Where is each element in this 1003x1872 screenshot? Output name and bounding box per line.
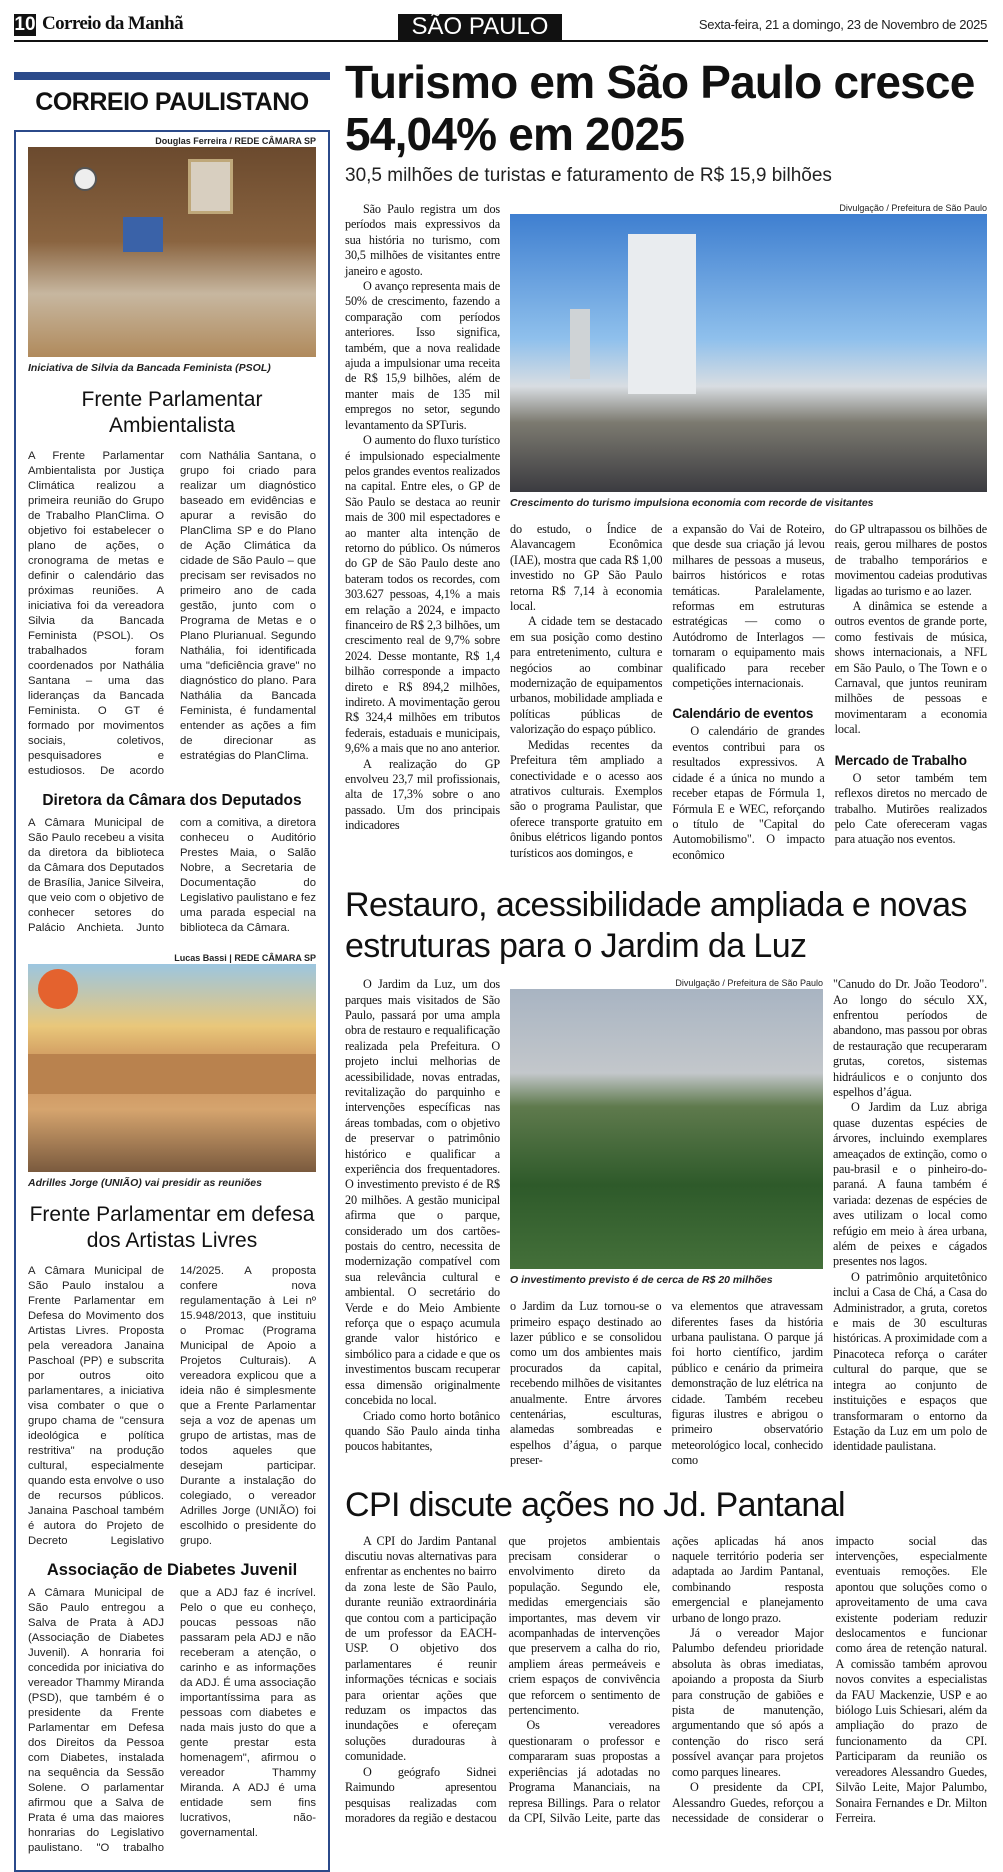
paragraph: do GP ultrapassou os bilhões de reais, gerou milhares de postos de trabalho temporários e movimentou cadeias produtivas ligadas ao turismo e ao lazer. bbox=[834, 522, 987, 598]
subheading: Mercado de Trabalho bbox=[834, 752, 967, 768]
paragraph: O Jardim da Luz, um dos parques mais visitados de São Paulo, passará por uma ampla obra de restauro e requalificação realizada pela Prefeitura. O projeto inclui melhorias de acessibilidade, novas entradas, revitalização do parquinho e intervenções específicas nas áreas tombadas, com o objetivo de preservar o patrimônio histórico e qualificar a experiência dos frequentadores. O investimento previsto é de R$ 20 milhões. A gestão municipal afirma que o parque, considerado um dos cartões-postais do centro, necessita de modernização compatível com sua relevância cultural e ambiental. O secretário do Verde e do Meio Ambiente reforça que o espaço acumula grande valor histórico e simbólico para a cidade e que os investimentos buscam recuperar essa dimensão originalmente concebida no local. bbox=[345, 977, 500, 1408]
story-text: A Frente Parlamentar Ambientalista por Justiça Climática realizou a primeira reunião do Grupo de Trabalho PlanClima. O objetivo foi estabelecer o plano de ações, o cronograma de metas e definir o calendário das próximas reuniões. A iniciativa foi da vereadora Silvia da Bancada Feminista (PSOL). Os trabalhados foram coordenados por Nathália Santana – uma das lideranças da Bancada Feminista. O GT é formado por movimentos sociais, coletivos, pesquisadores e estudiosos. De acordo com Nathália Santana, o grupo foi criado para realizar um diagnóstico baseado em evidências e apurar a revisão do PlanClima SP e do Plano de Ação Climática da cidade de São Paulo – que precisam ser revisados no primeiro ano de cada gestão, junto com o Programa de Metas e o Plano Plurianual. Segundo Nathália, foi identificada uma "deficiência grave" no diagnóstico do plano. Para Nathália da Bancada Feminista, é fundamental entender as ações a fim de direcionar as estratégias do PlanClima. bbox=[28, 450, 316, 777]
paragraph: A cidade tem se destacado em sua posição como destino para entretenimento, cultura e negócios ao combinar modernização de equipamentos urbanos, mobilidade ampliada e políticas públicas de valorização do espaço público. bbox=[510, 614, 663, 737]
paragraph: O aumento do fluxo turístico é impulsionado especialmente pelos grandes eventos realizados na capital. Entre eles, o GP de São Paulo se destaca ao reunir mais de 300 mil espectadores e ao manter alta intenção de retorno do público. Os números do GP de São Paulo deste ano bateram todos os recordes, com 303.627 pessoas, 4,1% a mais em relação a 2024, e impacto financeiro de R$ 2,3 bilhões, um crescimento real de 9,7% sobre 2024. Desse montante, R$ 1,4 bilhão corresponde a impacto direto e R$ 894,2 milhões, indireto. A movimentação gerou R$ 324,4 milhões em tributos federais, estaduais e municipais, 9,6% a mais que no ano anterior. bbox=[345, 433, 500, 756]
article-subcolumns bbox=[510, 522, 987, 863]
article-column bbox=[510, 522, 662, 861]
sidebar-accent-bar bbox=[14, 72, 330, 80]
section-label: SÃO PAULO bbox=[398, 14, 562, 40]
paragraph: São Paulo registra um dos períodos mais expressivos da sua história no turismo, com 30,5 milhões de visitantes entre janeiro e agosto. bbox=[345, 202, 500, 278]
paragraph: O presidente da CPI, Alessandro Guedes, reforçou a necessidade de considerar o impacto social das intervenções, especialmente eventuais remoções. Ele apontou que soluções como o aproveitamento de uma cava existente poderiam reduzir deslocamentos e funcionar como área de retenção natural. A comissão também aprovou novos convites a especialistas da FAU Mackenzie, USP e ao biólogo Luis Schiesari, além da ampliação do prazo de funcionamento da CPI. Participaram da reunião os vereadores Alessandro Guedes, Silvão Leite, Major Palumbo, Sonaira Fernandes e Dr. Milton Ferreira. bbox=[672, 1533, 987, 1825]
paragraph: A CPI do Jardim Pantanal discutiu novas alternativas para enfrentar as enchentes no bairro da zona leste de São Paulo, durante reunião extraordinária que contou com a participação de um professor da EACH-USP. O objetivo dos parlamentares é reunir informações técnicas e sociais para orientar ações que reduzam os impactos das inundações e ofereçam soluções duradouras à comunidade. bbox=[345, 1533, 497, 1764]
paragraph: do estudo, o Índice de Alavancagem Econômica (IAE), mostra que cada R$ 1,00 investido no GP São Paulo retorna R$ 7,14 à economia local. bbox=[510, 522, 663, 614]
photo-caption: O investimento previsto é de cerca de R$ 20 milhões bbox=[510, 1274, 773, 1287]
page-number: 10 bbox=[14, 14, 36, 35]
portrait-frame bbox=[188, 159, 233, 214]
paragraph: O setor também tem reflexos diretos no mercado de trabalho. Mutirões realizados pelo Cate ofereceram vagas para atuação nos eventos. bbox=[834, 770, 987, 847]
paragraph: a expansão do Vai de Roteiro, que desde sua criação já levou milhares de pessoas a museus, bairros históricos e rotas temáticas. Paralelamente, reformas em estruturas estratégicas — como o Autódromo de Interlagos — tornaram o equipamento mais qualificado para receber competições internacionais. bbox=[672, 522, 825, 691]
newspaper-name: Correio da Manhã bbox=[42, 13, 183, 34]
clock-icon bbox=[73, 167, 97, 191]
article-headline: CPI discute ações no Jd. Pantanal bbox=[345, 1485, 845, 1524]
main-content bbox=[345, 56, 987, 1826]
paragraph: Criado como horto botânico quando São Paulo ainda tinha poucos habitantes, bbox=[345, 1408, 500, 1454]
header-rule bbox=[14, 40, 988, 42]
article-columns bbox=[345, 1534, 987, 1827]
photo-caption: Iniciativa de Silvia da Bancada Feminista (PSOL) bbox=[28, 362, 271, 374]
photo-credit: Douglas Ferreira / REDE CÂMARA SP bbox=[155, 136, 316, 146]
story-text: A Câmara Municipal de São Paulo instalou a Frente Parlamentar em Defesa do Movimento dos Artistas Livres. Proposta pela vereadora Janaina Paschoal (PP) e subscrita por outros oito parlamentares, a iniciativa visa combater o que o grupo chama de "censura ideológica e política restritiva" na produção cultural, especialmente quando esta envolve o uso de recursos públicos. Janaina Paschoal também é autora do Projeto de Decreto Legislativo 14/2025. A proposta confere nova regulamentação à Lei nº 15.948/2013, que instituiu o Promac (Programa Municipal de Apoio a Projetos Culturais). A vereadora explicou que a ideia não é simplesmente que a Frente Parlamentar seja a voz de apenas um grupo de artistas, mas de todos aqueles que desejam participar. Durante a instalação do colegiado, o vereador Adrilles Jorge (UNIÃO) foi escolhido o presidente do grupo. bbox=[28, 1265, 316, 1547]
article-headline: Restauro, acessibilidade ampliada e novas estruturas para o Jardim da Luz bbox=[345, 886, 967, 966]
paragraph: O avanço representa mais de 50% de crescimento, fazendo a comparação com períodos anteriores. Isso significa, também, que a nova realidade ajuda a impulsionar uma receita de R$ 15,9 bilhões, além de manter mais de 135 mil empregos no setor, segundo levantamento da SPTuris. bbox=[345, 279, 500, 432]
obelisk bbox=[570, 309, 590, 379]
desk bbox=[28, 1054, 316, 1094]
photo-credit: Divulgação / Prefeitura de São Paulo bbox=[839, 203, 987, 213]
sidebar-box bbox=[14, 130, 330, 1872]
paragraph: O patrimônio arquitetônico inclui a Casa de Chá, a Casa do Administrador, a gruta, coretos e mais de 30 esculturas históricas. A proximidade com a Pinacoteca reforça o caráter cultural do parque, que se integra ao conjunto de instituições e espaços que transformaram o entorno da Estação da Luz em um polo de identidade paulistana. bbox=[833, 1269, 987, 1454]
story-heading: Frente Parlamentar Ambientalista bbox=[81, 388, 263, 437]
article-column bbox=[345, 977, 500, 1455]
article-column bbox=[672, 522, 824, 863]
sidebar bbox=[14, 72, 330, 1872]
article-column bbox=[345, 202, 500, 834]
skyscraper-terrace-photo bbox=[510, 214, 987, 492]
banner bbox=[123, 217, 163, 252]
paragraph: O geógrafo Sidnei Raimundo apresentou pesquisas realizadas com moradores da região e destacou que projetos ambientais precisam considerar o envolvimento direto da população. Segundo ele, medidas emergenciais são importantes, mas devem vir acompanhadas de intervenções que preservem a calha do rio, ampliem áreas permeáveis e criem espaços de convivência que reforcem o sentimento de pertencimento. bbox=[345, 1533, 660, 1825]
plenary-photo bbox=[28, 964, 316, 1172]
paragraph: O Jardim da Luz abriga quase duzentas espécies de árvores, incluindo exemplares ameaçados de extinção, como o pau-brasil e o pinheiro-do-paraná. A fauna também é variada: dezenas de espécies de aves utilizam o local como refúgio em meio à área urbana, além de peixes e cágados presentes nos lagos. bbox=[833, 1100, 987, 1269]
paragraph: Medidas recentes da Prefeitura têm ampliado a conectividade e o acesso aos atrativos culturais. Exemplos são o programa Paulistar, que oferece transporte gratuito em ônibus elétricos ligando pontos turísticos aos domingos, e bbox=[510, 737, 663, 860]
paragraph: va elementos que atravessam diferentes fases da história urbana paulistana. O parque já foi horto científico, jardim público e cenário da primeira demonstração de luz elétrica na cidade. Também recebeu figuras ilustres e abrigou o primeiro observatório meteorológico local, conhecido como bbox=[671, 1299, 823, 1468]
article-column bbox=[672, 1299, 824, 1468]
photo-caption: Crescimento do turismo impulsiona economia com recorde de visitantes bbox=[510, 497, 874, 509]
article-subcolumns bbox=[510, 1299, 823, 1468]
article-column bbox=[510, 1299, 662, 1468]
paragraph: O calendário de grandes eventos contribui para os resultados expressivos. A cidade é a única no mundo a receber etapas de Fórmula 1, Fórmula E e WEC, reforçando o título de "Capital do Automobilismo". O impacto econômico bbox=[672, 724, 825, 862]
paragraph: Os vereadores questionaram o professor e compararam suas propostas a experiências já adotadas no Programa Mananciais, na represa Billings. Para o relator da CPI, Silvão Leite, parte das ações aplicadas há anos naquele território poderia ser adaptada ao Jardim Pantanal, combinando resposta emergencial e planejamento urbano de longo prazo. bbox=[508, 1533, 824, 1825]
main-subheadline: 30,5 milhões de turistas e faturamento de R$ 15,9 bilhões bbox=[345, 165, 832, 186]
story-text: A Câmara Municipal de São Paulo recebeu a visita da diretora da biblioteca da Câmara dos Deputados de Brasília, Janice Silveira, que veio com o objetivo de conhecer setores do Palácio Anchieta. Junto com a comitiva, a diretora conheceu o Auditório Prestes Maia, o Salão Nobre, a Secretaria de Documentação do Legislativo paulistano e fez uma parada especial na biblioteca da Câmara. bbox=[28, 817, 316, 934]
article-middle-block bbox=[510, 977, 823, 1468]
paragraph: o Jardim da Luz tornou-se o primeiro espaço destinado ao lazer público e se consolidou como um dos ambientes mais procurados da capital, recebendo milhões de visitantes anualmente. Entre árvores centenárias, esculturas, alamedas sombreadas e espelhos d’água, o parque preser- bbox=[510, 1299, 662, 1468]
main-headline: Turismo em São Paulo cresce 54,04% em 2025 bbox=[345, 56, 975, 160]
paragraph: "Canudo do Dr. João Teodoro". Ao longo do século XX, enfrentou períodos de abandono, mas passou por obras de restauração que recuperaram grutas, coretos, sistemas hidráulicos e o conjunto dos espelhos d’água. bbox=[833, 977, 987, 1099]
meeting-photo bbox=[28, 147, 316, 357]
paragraph: A dinâmica se estende a outros eventos de grande porte, como festivais de música, shows internacionais, a NFL em São Paulo, o The Town e o Carnaval, que juntos reuniram milhões de pessoas e movimentaram a economia local. bbox=[834, 599, 987, 737]
photo-credit: Lucas Bassi | REDE CÂMARA SP bbox=[174, 953, 316, 963]
story-heading: Diretora da Câmara dos Deputados bbox=[42, 792, 302, 809]
subheading: Calendário de eventos bbox=[672, 706, 814, 722]
banespa-tower bbox=[628, 234, 696, 394]
photo-caption: Adrilles Jorge (UNIÃO) vai presidir as reuniões bbox=[28, 1177, 262, 1189]
article-body bbox=[345, 202, 987, 863]
article-right-block bbox=[510, 202, 987, 863]
story-heading: Frente Parlamentar em defesa dos Artistas Livres bbox=[29, 1203, 315, 1252]
story-heading: Associação de Diabetes Juvenil bbox=[46, 1561, 298, 1579]
article-column bbox=[835, 522, 987, 848]
paragraph: A realização do GP envolveu 23,7 mil profissionais, alta de 17,3% sobre o ano passado. Um dos principais indicadores bbox=[345, 756, 500, 833]
photo-credit: Divulgação / Prefeitura de São Paulo bbox=[675, 978, 823, 989]
issue-date: Sexta-feira, 21 a domingo, 23 de Novembro de 2025 bbox=[698, 17, 987, 32]
story-text: A Câmara Municipal de São Paulo entregou a Salva de Prata à ADJ (Associação de Diabetes Juvenil). A honraria foi concedida por iniciativa do vereador Thammy Miranda (PSD), que também é o presidente da Frente Parlamentar em Defesa dos Direitos da Pessoa com Diabetes, instalada na sequência da Sessão Solene. O parlamentar afirmou que a Salva de Prata é uma das maiores honrarias do Legislativo paulistano. "O trabalho que a ADJ faz é incrível. Pelo o que eu conheço, poucas pessoas não passaram pela ADJ e não receberam a atenção, o carinho e as informações da ADJ. É uma associação importantíssima para as pessoas com diabetes e nada mais justo do que a gente prestar esta homenagem", afirmou o vereador Thammy Miranda. A ADJ é uma entidade sem fins lucrativos, não-governamental. bbox=[28, 1587, 316, 1854]
paragraph: Já o vereador Major Palumbo defendeu prioridade absoluta às obras imediatas, apoiando a proposta da Siurb para construção de gabiões e pista de manutenção, argumentando que só após a contenção do risco será possível avançar para projetos como parques lineares. bbox=[672, 1626, 824, 1779]
article-body bbox=[345, 977, 987, 1468]
mural-sun bbox=[38, 969, 78, 1009]
article-column bbox=[833, 977, 987, 1455]
sidebar-title: CORREIO PAULISTANO bbox=[35, 88, 309, 116]
jardim-da-luz-aerial-photo bbox=[510, 989, 823, 1269]
